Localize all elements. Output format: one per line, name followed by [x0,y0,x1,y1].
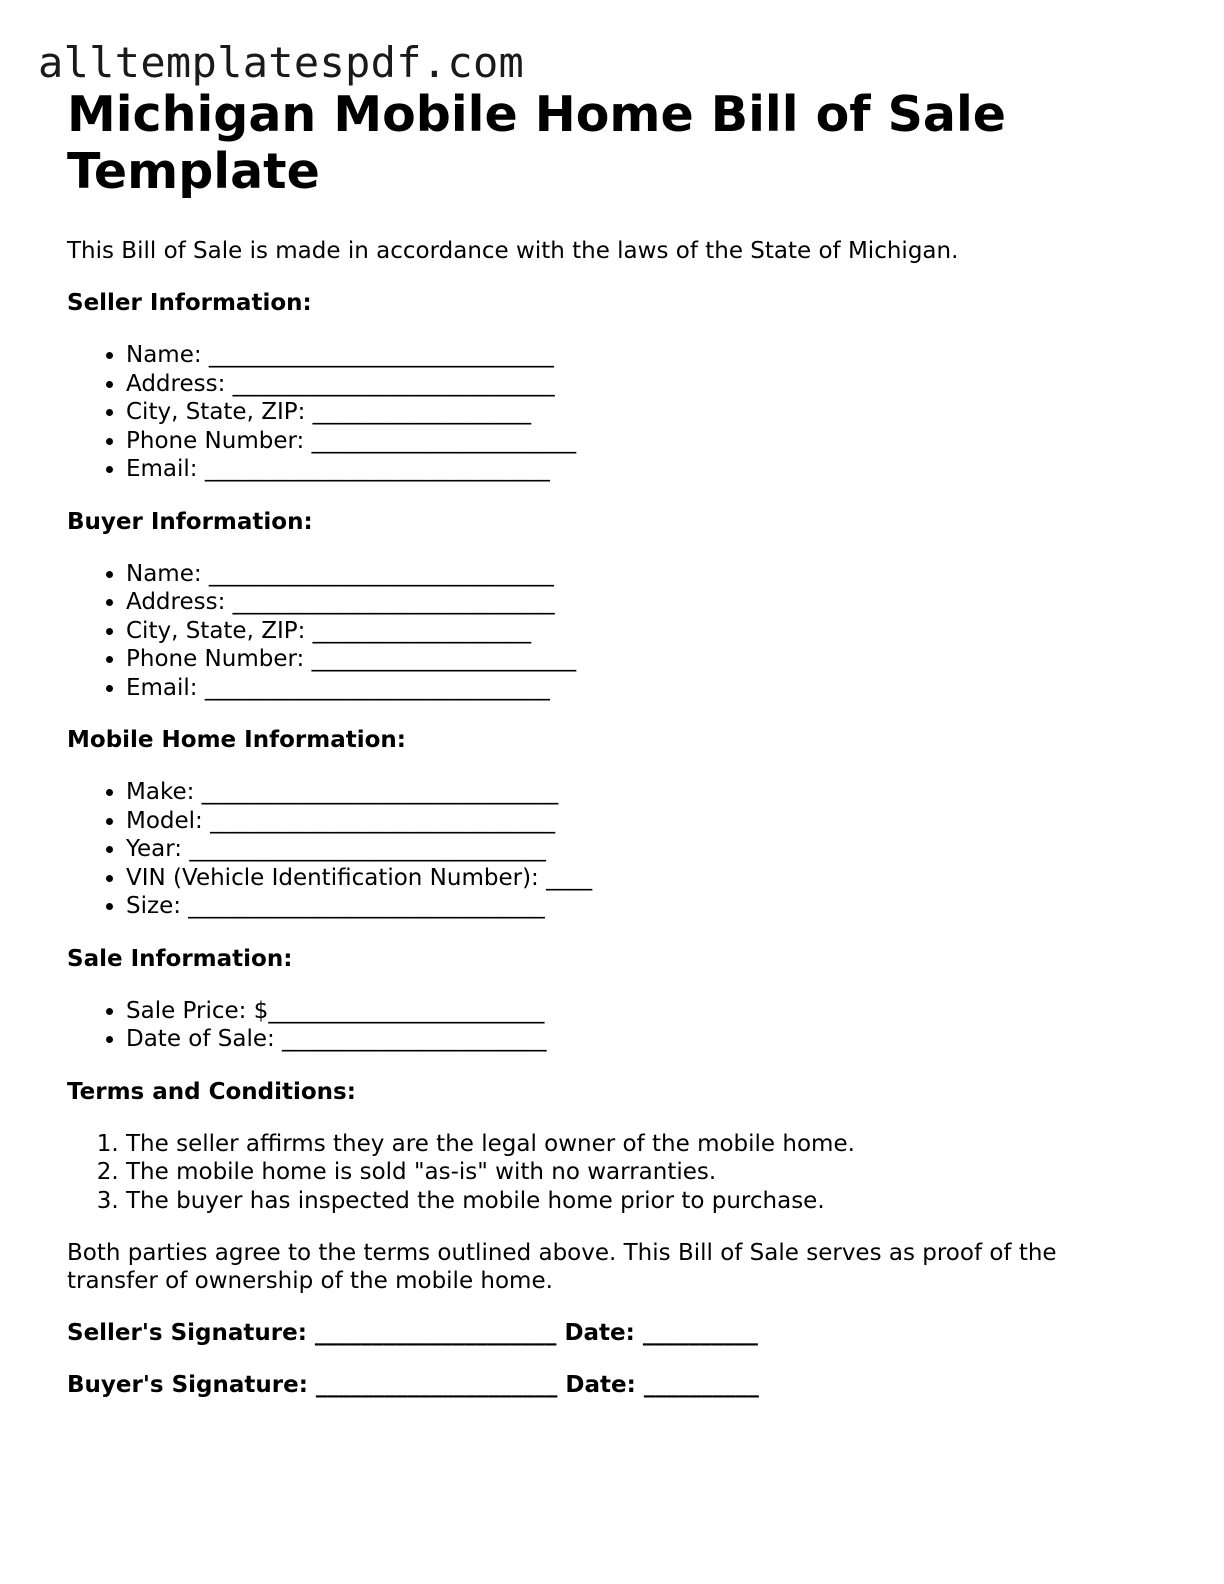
buyer-signature-row [67,1371,1167,1399]
seller-heading: Seller Information: [67,290,312,316]
buyer-date-field[interactable]: Date: __________ [565,1372,759,1398]
mobile-home-heading: Mobile Home Information: [67,727,406,753]
buyer-heading: Buyer Information: [67,508,313,535]
size-field[interactable]: • Size: _______________________________ [126,892,1167,921]
seller-email-field[interactable]: • Email: ______________________________ [126,455,1167,484]
model-field[interactable]: • Model: ______________________________ [126,807,1167,836]
make-field[interactable]: • Make: _______________________________ [126,778,1167,807]
buyer-name-field[interactable]: • Name: ______________________________ [126,560,1167,589]
seller-city-state-zip-field[interactable]: • City, State, ZIP: ___________________ [126,398,1167,427]
buyer-city-state-zip-field[interactable]: • City, State, ZIP: ___________________ [126,617,1167,646]
sale-heading: Sale Information: [67,945,293,972]
closing-statement: Both parties agree to the terms outlined above. This Bill of Sale serves as proof of the transfer of ownership of the mobile home. [67,1240,1057,1294]
seller-field-list [67,341,1167,484]
buyer-address-field[interactable]: • Address: ____________________________ [126,588,1167,617]
seller-name-field[interactable]: • Name: ______________________________ [126,341,1167,370]
watermark: alltemplatespdf.com [38,38,525,87]
buyer-field-list [67,560,1167,703]
intro-text: This Bill of Sale is made in accordance with the laws of the State of Michigan. [67,238,959,264]
buyer-phone-field[interactable]: • Phone Number: _______________________ [126,645,1167,674]
terms-list [67,1130,1167,1216]
seller-phone-field[interactable]: • Phone Number: _______________________ [126,427,1167,456]
year-field[interactable]: • Year: _______________________________ [126,835,1167,864]
sale-field-list [67,997,1167,1054]
buyer-signature-field[interactable]: Buyer's Signature: _____________________ [67,1372,558,1398]
seller-signature-row [67,1319,1167,1347]
sale-price-field[interactable]: • Sale Price: $________________________ [126,997,1167,1026]
date-of-sale-field[interactable]: • Date of Sale: _______________________ [126,1025,1167,1054]
seller-address-field[interactable]: • Address: ____________________________ [126,370,1167,399]
terms-heading: Terms and Conditions: [67,1078,356,1105]
term-item: 1. The seller affirms they are the legal owner of the mobile home. [126,1130,1167,1159]
mobile-home-field-list [67,778,1167,921]
document-body [67,86,1167,1399]
term-item: 2. The mobile home is sold "as-is" with no warranties. [126,1158,1167,1187]
page-title: Michigan Mobile Home Bill of Sale Template [67,86,1006,200]
vin-field[interactable]: • VIN (Vehicle Identification Number): ____ [126,864,1167,893]
seller-date-field[interactable]: Date: __________ [564,1320,758,1346]
term-item: 3. The buyer has inspected the mobile home prior to purchase. [126,1187,1167,1216]
seller-signature-field[interactable]: Seller's Signature: _____________________ [67,1320,557,1346]
buyer-email-field[interactable]: • Email: ______________________________ [126,674,1167,703]
